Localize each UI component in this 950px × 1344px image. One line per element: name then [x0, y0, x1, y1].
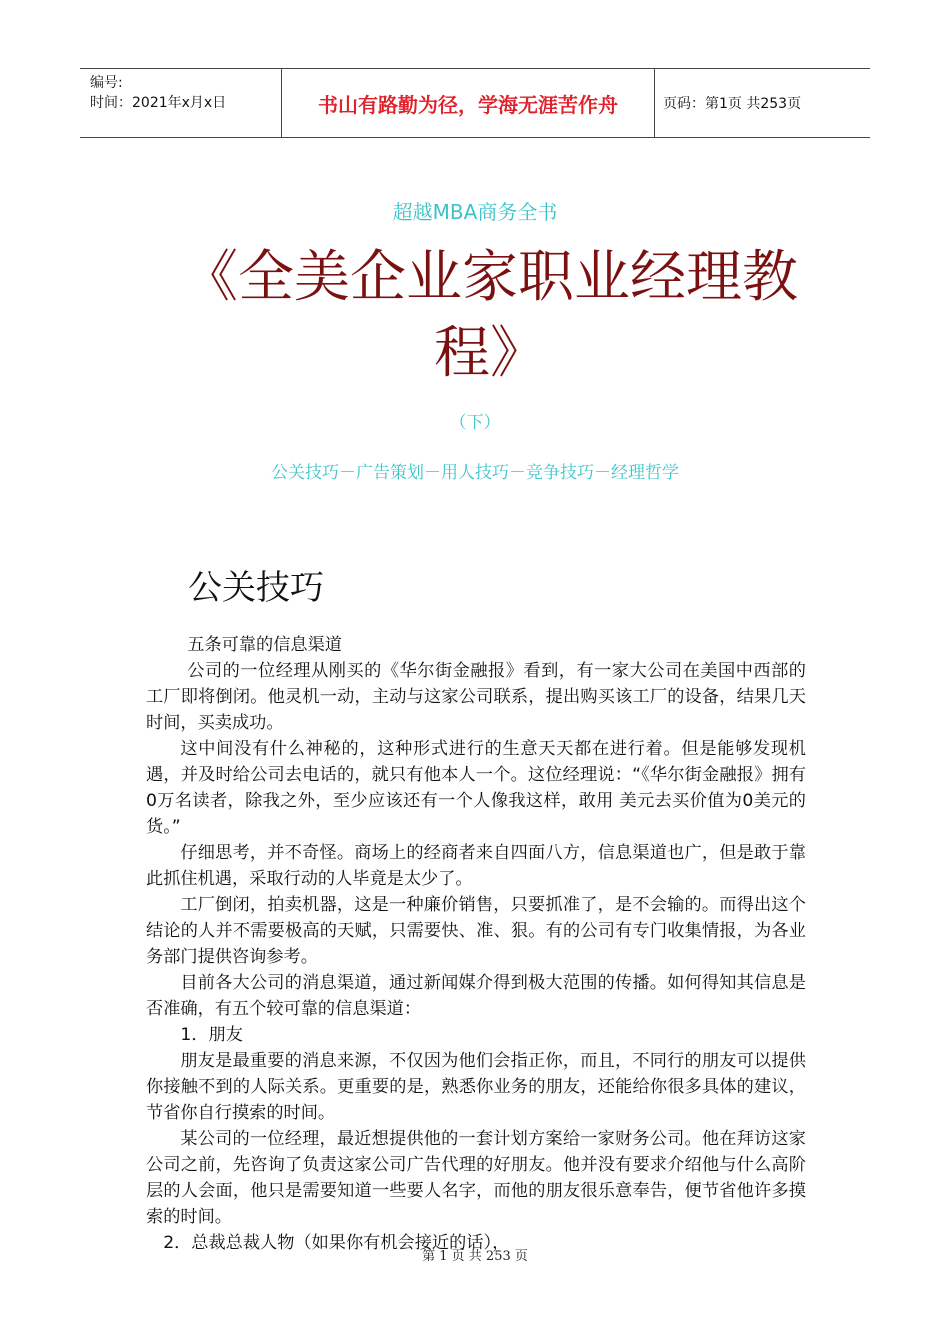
paragraph: 某公司的一位经理，最近想提供他的一套计划方案给一家财务公司。他在拜访这家公司之前，先咨询了负责这家公司广告代理的好朋友。他并没有要求介绍他与什么高阶层的人会面，他只是需要知道一些要人名字，而他的朋友很乐意奉告，便节省他许多摸索的时间。: [146, 1129, 806, 1227]
header-page-info: 页码：第1页 共253页: [663, 96, 802, 112]
page-footer: 第 1 页 共 253 页: [422, 1249, 528, 1264]
list-item-heading: 1．朋友: [180, 1025, 243, 1045]
topics-line: 公关技巧－广告策划－用人技巧－竞争技巧－经理哲学: [271, 463, 679, 483]
paragraph: 工厂倒闭，拍卖机器，这是一种廉价销售，只要抓准了，是不会输的。而得出这个结论的人并不需要极高的天赋，只需要快、准、狠。有的公司有专门收集情报，为各业务部门提供咨询参考。: [146, 895, 806, 967]
subheading: 五条可靠的信息渠道: [187, 635, 342, 655]
paragraph: 公司的一位经理从刚买的《华尔街金融报》看到，有一家大公司在美国中西部的工厂即将倒闭。他灵机一动，主动与这家公司联系，提出购买该工厂的设备，结果几天时间，买卖成功。: [146, 661, 806, 733]
number-label: 编号:: [90, 75, 123, 91]
series-subtitle: 超越MBA商务全书: [392, 200, 558, 224]
main-title: 《全美企业家职业经理教程》: [182, 245, 798, 386]
paragraph: 目前各大公司的消息渠道，通过新闻媒介得到极大范围的传播。如何得知其信息是否准确，有五个较可靠的信息渠道：: [146, 973, 806, 1019]
paragraph: 这中间没有什么神秘的，这种形式进行的生意天天都在进行着。但是能够发现机遇，并及时给公司去电话的，就只有他本人一个。这位经理说：“《华尔街金融报》拥有0万名读者，除我之外，至少应该还有一个人像我这样，敢用 美元去买价值为0美元的货。”: [146, 739, 806, 837]
section-heading: 公关技巧: [188, 568, 324, 608]
header-motto: 书山有路勤为径，学海无涯苦作舟: [282, 69, 655, 137]
time-label: 时间：2021年x月x日: [90, 95, 227, 111]
paragraph: 仔细思考，并不奇怪。商场上的经商者来自四面八方，信息渠道也广，但是敢于靠此抓住机遇，采取行动的人毕竟是太少了。: [146, 843, 806, 889]
header-table: [80, 68, 870, 138]
list-item-heading: 2．总裁总裁人物（如果你有机会接近的话），: [163, 1233, 510, 1253]
paragraph: 朋友是最重要的消息来源，不仅因为他们会指正你，而且，不同行的朋友可以提供你接触不到的人际关系。更重要的是，熟悉你业务的朋友，还能给你很多具体的建议，节省你自行摸索的时间。: [146, 1051, 806, 1123]
header-meta: [80, 69, 282, 137]
volume-label: （下）: [449, 413, 501, 433]
body-text: [146, 632, 806, 1256]
